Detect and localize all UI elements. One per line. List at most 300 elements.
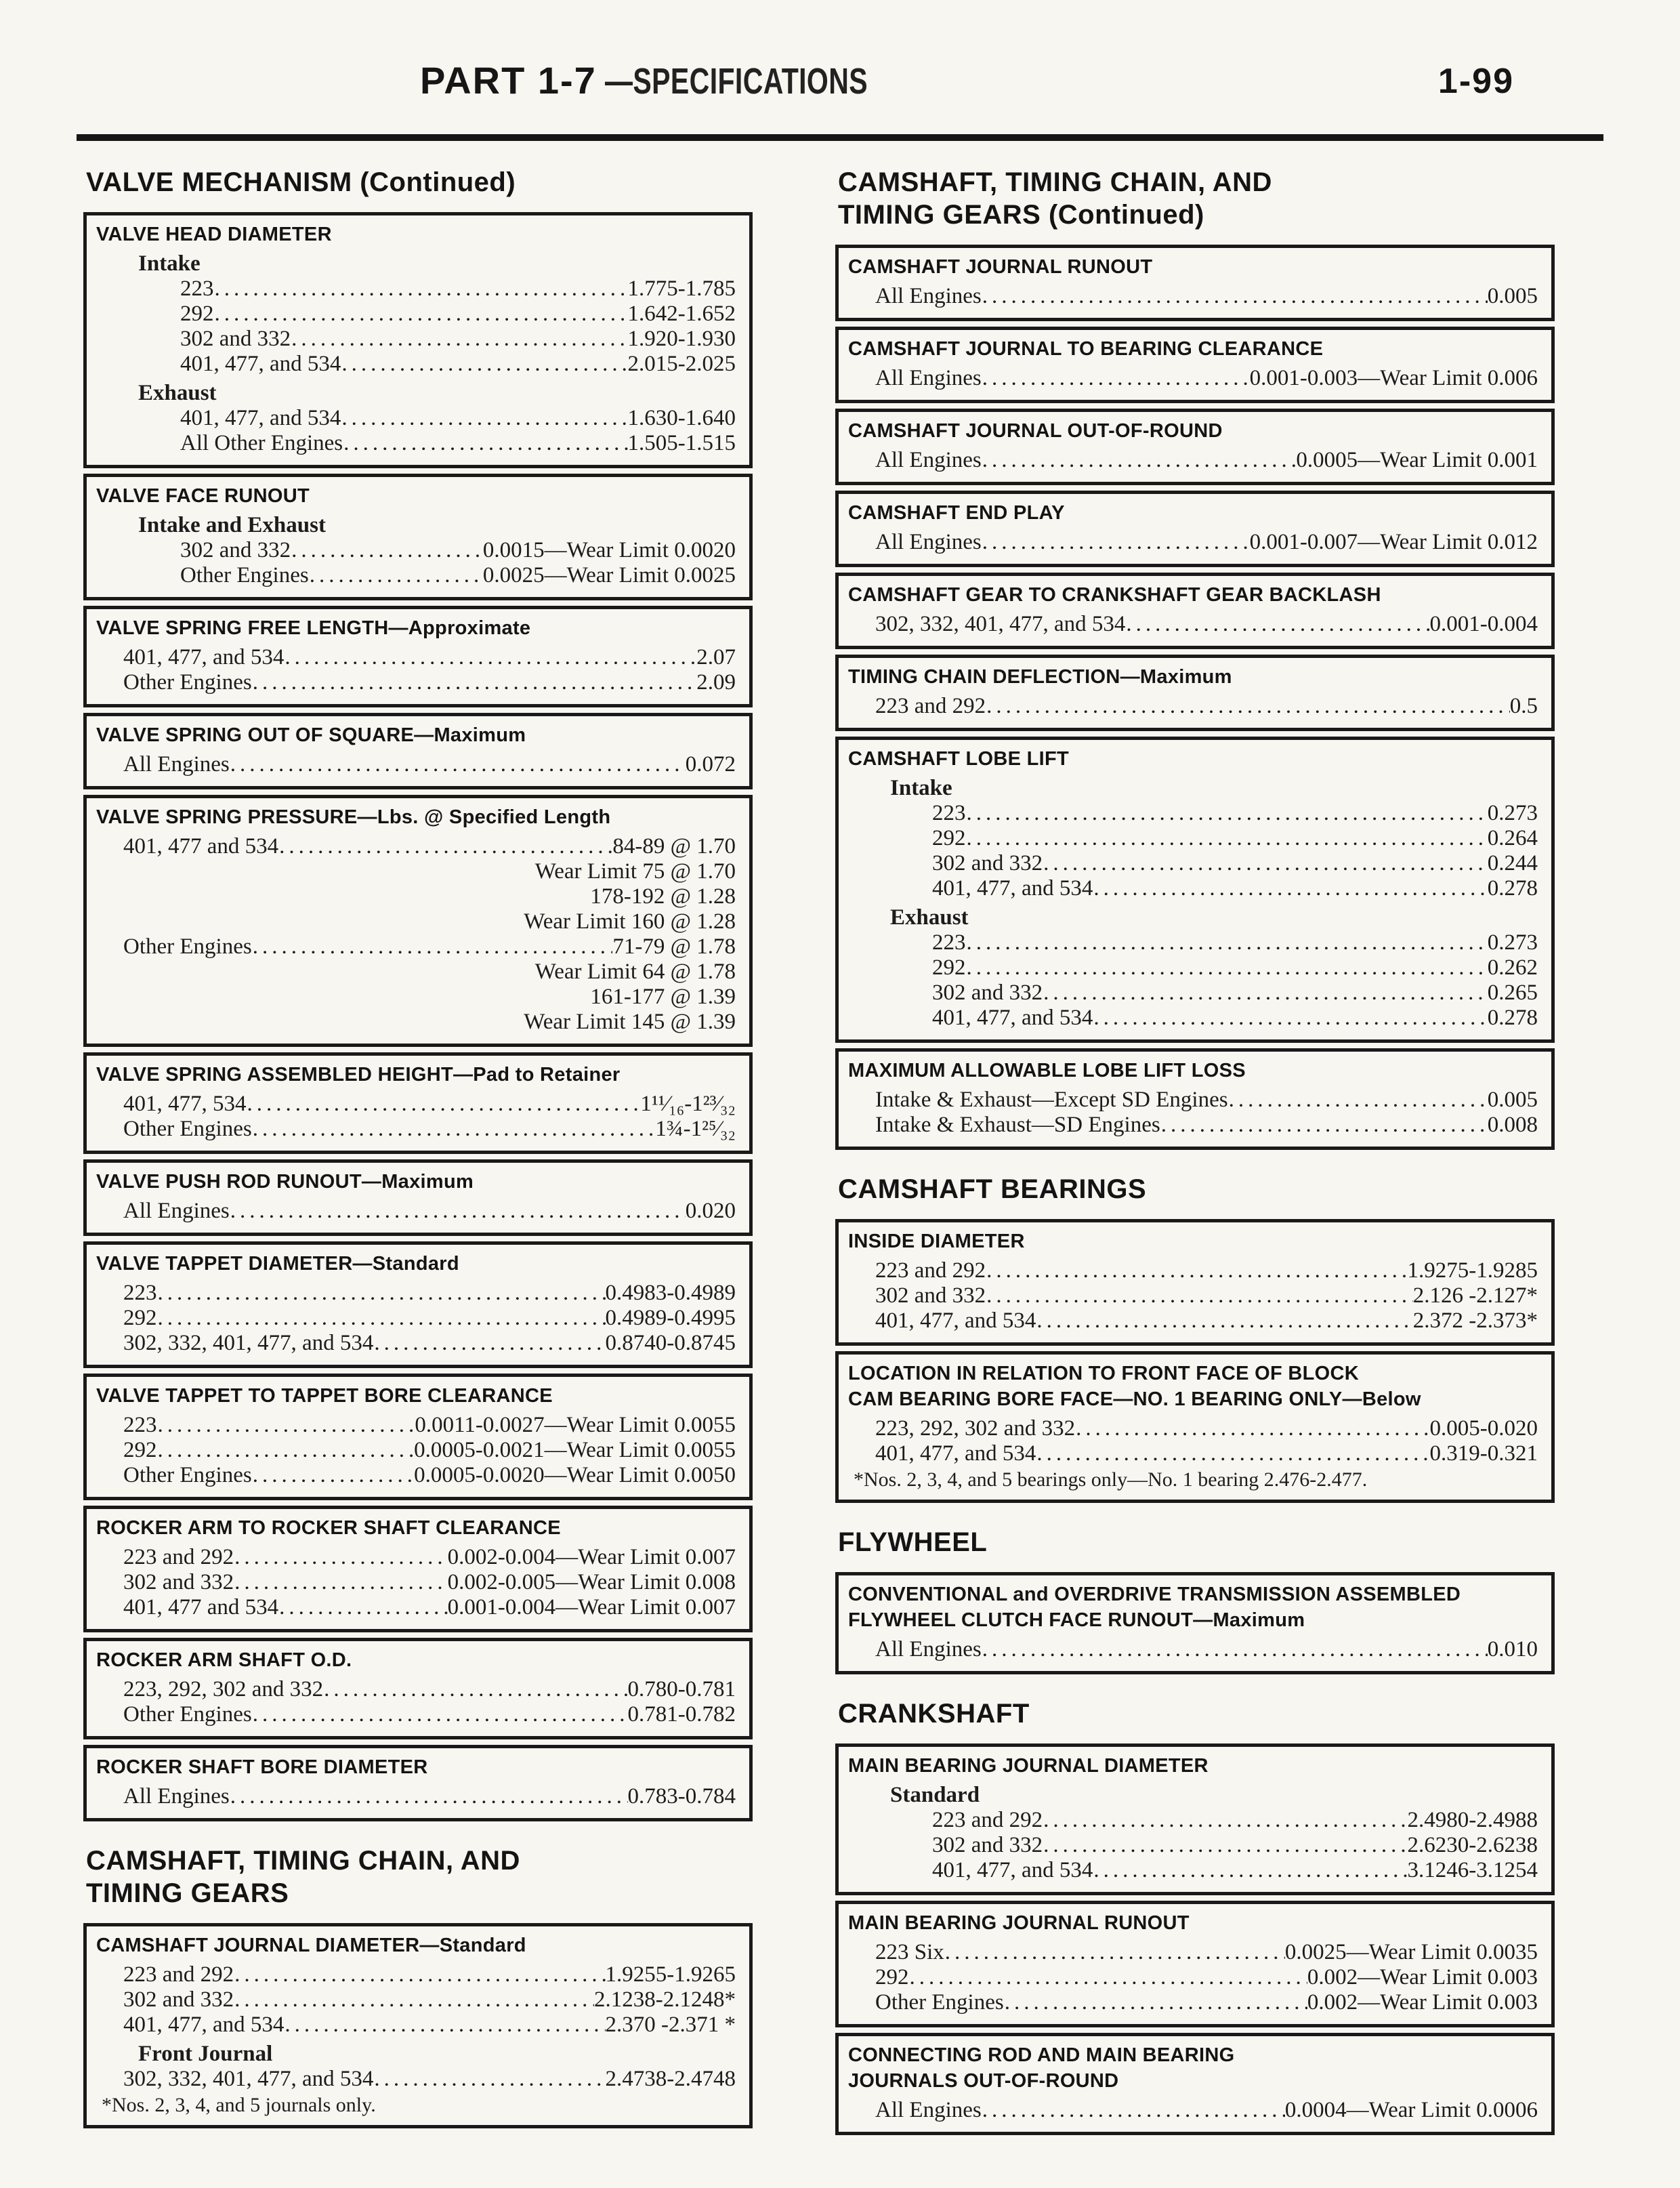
spec-box: [835, 1351, 1555, 1503]
dot-leader: [1043, 1808, 1407, 1833]
spec-row: [96, 1199, 736, 1224]
dot-leader: [982, 284, 1488, 309]
spec-subhead: Front Journal: [138, 2042, 273, 2066]
spec-row: [848, 2098, 1538, 2123]
spec-row: [848, 1308, 1538, 1334]
dot-leader: [1004, 1990, 1307, 2015]
box-title: CAMSHAFT LOBE LIFT: [848, 748, 1069, 770]
dot-leader: [966, 955, 1488, 981]
spec-row: [96, 276, 736, 302]
row-value: 0.278: [1487, 1006, 1538, 1030]
dot-leader: [982, 530, 1250, 555]
dot-leader: [157, 1438, 415, 1463]
section-heading-line: VALVE MECHANISM (Continued): [86, 167, 516, 197]
row-value: 0.0011-0.0027—Wear Limit 0.0055: [415, 1413, 736, 1437]
row-value: 0.002—Wear Limit 0.003: [1307, 1990, 1538, 2015]
row-label: 401, 477, and 534: [123, 645, 285, 669]
row-label: 401, 477, and 534: [875, 1441, 1036, 1466]
box-title-group: [848, 1229, 1538, 1254]
spec-box: [835, 327, 1555, 403]
box-title-group: [96, 1933, 736, 1958]
row-value: 1¾-1²⁵⁄₃₂: [655, 1117, 736, 1141]
dot-leader: [982, 2098, 1285, 2123]
dot-leader: [1093, 1858, 1407, 1883]
box-title-group: [96, 722, 736, 748]
dot-leader: [230, 1199, 686, 1224]
dot-leader: [157, 1306, 606, 1331]
spec-box: [83, 795, 753, 1047]
spec-row: [848, 955, 1538, 981]
row-value: 161-177 @ 1.39: [590, 985, 736, 1009]
spec-box: [835, 2033, 1555, 2135]
spec-row: [96, 670, 736, 695]
row-value: Wear Limit 75 @ 1.70: [534, 859, 736, 884]
row-label: 223 Six: [875, 1940, 944, 1964]
spec-box: [835, 491, 1555, 567]
box-title-group: [848, 418, 1538, 444]
spec-row: [848, 801, 1538, 826]
spec-row: [96, 1010, 736, 1035]
spec-box: [83, 1241, 753, 1368]
spec-subhead: Intake: [138, 251, 201, 276]
row-value: Wear Limit 145 @ 1.39: [524, 1010, 736, 1034]
dot-leader: [986, 1258, 1407, 1283]
spec-row: [96, 538, 736, 563]
box-title-group: [96, 1383, 736, 1409]
row-label: 401, 477 and 534: [123, 1595, 279, 1619]
spec-box: [83, 1745, 753, 1821]
section-heading: [86, 166, 753, 199]
row-value: 1.9255-1.9265: [605, 1962, 736, 1987]
column-left: [83, 159, 753, 2134]
spec-row: [96, 302, 736, 327]
row-label: 302 and 332: [180, 538, 291, 562]
dot-leader: [234, 1962, 605, 1987]
dot-leader: [982, 448, 1297, 473]
spec-row: [96, 327, 736, 352]
spec-box: [83, 474, 753, 600]
spec-box: [83, 1374, 753, 1500]
box-title: VALVE TAPPET DIAMETER—Standard: [96, 1253, 459, 1275]
dot-leader: [373, 1331, 605, 1356]
box-title: VALVE SPRING ASSEMBLED HEIGHT—Pad to Retainer: [96, 1064, 621, 1086]
row-value: 0.8740-0.8745: [605, 1331, 736, 1355]
spec-subhead: Intake and Exhaust: [138, 513, 326, 537]
box-title-group: [96, 222, 736, 247]
box-title: ROCKER ARM TO ROCKER SHAFT CLEARANCE: [96, 1517, 561, 1539]
page-number: 1-99: [1437, 62, 1514, 101]
spec-row: [848, 366, 1538, 391]
box-title-group: [848, 664, 1538, 690]
box-title: ROCKER SHAFT BORE DIAMETER: [96, 1756, 428, 1778]
row-value: 0.008: [1487, 1113, 1538, 1137]
row-value: 0.0004—Wear Limit 0.0006: [1284, 2098, 1538, 2122]
row-value: 2.015-2.025: [627, 352, 736, 376]
box-title-group: [96, 1251, 736, 1277]
row-label: All Engines: [123, 1784, 230, 1809]
dot-leader: [157, 1413, 415, 1438]
dot-leader: [230, 1784, 628, 1809]
dot-leader: [1228, 1088, 1488, 1113]
spec-row: [96, 909, 736, 934]
spec-row: [96, 834, 736, 859]
row-value: 0.273: [1487, 930, 1538, 955]
spec-row: [848, 1637, 1538, 1662]
page-title-part: PART 1-7: [420, 59, 597, 102]
row-value: 0.265: [1487, 981, 1538, 1005]
dot-leader: [1160, 1113, 1488, 1138]
spec-box: [835, 655, 1555, 731]
row-value: 0.273: [1487, 801, 1538, 825]
spec-box: [83, 713, 753, 789]
row-label: Other Engines: [123, 1463, 252, 1487]
spec-box: [83, 1159, 753, 1236]
section-heading-line: CAMSHAFT BEARINGS: [838, 1174, 1147, 1204]
dot-leader: [966, 801, 1488, 826]
row-label: 223, 292, 302 and 332: [875, 1416, 1076, 1441]
box-title-group: [96, 1754, 736, 1780]
dot-leader: [966, 826, 1488, 851]
spec-row: [848, 1965, 1538, 1990]
row-value: 178-192 @ 1.28: [590, 884, 736, 909]
row-label: 401, 477, and 534: [123, 2012, 285, 2037]
dot-leader: [252, 934, 613, 959]
row-value: 1.505-1.515: [627, 431, 736, 455]
row-label: 292: [180, 302, 214, 326]
spec-row: [96, 431, 736, 456]
section-heading-line: TIMING GEARS (Continued): [838, 200, 1204, 230]
row-value: 0.244: [1487, 851, 1538, 875]
row-value: 0.264: [1487, 826, 1538, 850]
row-label: All Engines: [875, 530, 982, 554]
dot-leader: [252, 670, 697, 695]
row-label: 302, 332, 401, 477, and 534: [875, 612, 1126, 636]
row-label: Other Engines: [123, 1702, 252, 1727]
spec-row: [848, 284, 1538, 309]
row-value: 0.0025—Wear Limit 0.0035: [1284, 1940, 1538, 1964]
spec-row: [96, 934, 736, 959]
row-label: Other Engines: [180, 563, 309, 587]
spec-row: [848, 530, 1538, 555]
spec-row: [96, 1438, 736, 1463]
spec-box: [83, 212, 753, 468]
dot-leader: [341, 406, 627, 431]
box-title: CONVENTIONAL and OVERDRIVE TRANSMISSION ASSEMBLED: [848, 1584, 1461, 1605]
row-label: All Engines: [875, 1637, 982, 1661]
section-heading-line: TIMING GEARS: [86, 1878, 289, 1908]
dot-leader: [252, 1117, 656, 1142]
spec-row: [96, 752, 736, 777]
page-title-section: —SPECIFICATIONS: [604, 61, 868, 102]
row-value: 0.005: [1487, 1088, 1538, 1112]
dot-leader: [214, 276, 628, 302]
dot-leader: [284, 645, 696, 670]
spec-row: [848, 826, 1538, 851]
box-title-group: [848, 254, 1538, 280]
row-value: 0.5: [1509, 694, 1538, 718]
box-title: FLYWHEEL CLUTCH FACE RUNOUT—Maximum: [848, 1609, 1305, 1631]
row-value: Wear Limit 160 @ 1.28: [524, 909, 736, 934]
spec-box: [835, 1743, 1555, 1895]
spec-box: [83, 1923, 753, 2128]
box-title-group: [96, 1647, 736, 1673]
dot-leader: [982, 1637, 1488, 1662]
row-value: 0.001-0.004—Wear Limit 0.007: [447, 1595, 736, 1619]
dot-leader: [341, 352, 627, 377]
page-header: [0, 58, 1680, 112]
box-title: TIMING CHAIN DEFLECTION—Maximum: [848, 666, 1232, 688]
row-label: 302 and 332: [932, 981, 1043, 1005]
row-label: 292: [875, 1965, 909, 1989]
row-label: 401, 477, and 534: [180, 352, 341, 376]
row-value: 0.262: [1487, 955, 1538, 980]
row-value: 0.0005—Wear Limit 0.001: [1296, 448, 1538, 472]
spec-row: [848, 1006, 1538, 1031]
box-title: MAXIMUM ALLOWABLE LOBE LIFT LOSS: [848, 1060, 1246, 1081]
box-title: MAIN BEARING JOURNAL DIAMETER: [848, 1755, 1209, 1777]
row-label: All Engines: [875, 284, 982, 308]
box-title: LOCATION IN RELATION TO FRONT FACE OF BLOCK: [848, 1363, 1359, 1384]
row-value: 1.775-1.785: [627, 276, 736, 301]
spec-row: [96, 1702, 736, 1727]
dot-leader: [252, 1463, 414, 1488]
row-label: 223: [932, 801, 966, 825]
spec-row: [848, 930, 1538, 955]
box-title-group: [848, 2042, 1538, 2094]
row-label: All Engines: [875, 448, 982, 472]
dot-leader: [157, 1281, 606, 1306]
box-title: ROCKER ARM SHAFT O.D.: [96, 1649, 352, 1671]
spec-row: [96, 2067, 736, 2092]
row-value: 0.0005-0.0021—Wear Limit 0.0055: [414, 1438, 736, 1462]
row-label: 401, 477, and 534: [932, 1006, 1093, 1030]
section-heading-line: CAMSHAFT, TIMING CHAIN, AND: [86, 1846, 520, 1876]
spec-row: [96, 563, 736, 588]
box-title-group: [96, 483, 736, 509]
spec-subhead: Exhaust: [890, 905, 969, 930]
row-value: 0.002-0.004—Wear Limit 0.007: [447, 1545, 736, 1569]
box-title: VALVE SPRING OUT OF SQUARE—Maximum: [96, 724, 526, 746]
row-label: 302 and 332: [123, 1987, 234, 2012]
dot-leader: [1043, 981, 1488, 1006]
row-value: 71-79 @ 1.78: [612, 934, 736, 959]
box-title: CAMSHAFT END PLAY: [848, 502, 1065, 524]
box-title-group: [96, 804, 736, 830]
spec-row: [848, 1833, 1538, 1858]
section-heading: [838, 1526, 1555, 1559]
spec-row: [96, 2012, 736, 2038]
spec-row: [96, 1092, 736, 1117]
spec-row: [96, 1306, 736, 1331]
row-label: 401, 477, 534: [123, 1092, 247, 1116]
row-label: 292: [123, 1438, 157, 1462]
row-value: 0.783-0.784: [627, 1784, 736, 1809]
row-label: 223 and 292: [932, 1808, 1043, 1832]
row-value: 2.07: [696, 645, 736, 669]
box-title: CAMSHAFT JOURNAL OUT-OF-ROUND: [848, 420, 1223, 442]
box-title: MAIN BEARING JOURNAL RUNOUT: [848, 1912, 1190, 1934]
spec-row: [96, 1545, 736, 1570]
row-value: 0.4983-0.4989: [605, 1281, 736, 1305]
row-label: All Engines: [875, 2098, 982, 2122]
row-value: Wear Limit 64 @ 1.78: [534, 959, 736, 984]
row-label: 401, 477, and 534: [180, 406, 341, 430]
spec-box: [835, 245, 1555, 321]
spec-row: [96, 352, 736, 377]
dot-leader: [247, 1092, 641, 1117]
spec-row: [96, 1677, 736, 1702]
box-title: VALVE SPRING FREE LENGTH—Approximate: [96, 617, 531, 639]
dot-leader: [966, 930, 1488, 955]
dot-leader: [1075, 1416, 1429, 1441]
box-title-group: [848, 1910, 1538, 1936]
row-value: 0.072: [685, 752, 736, 777]
spec-row: [96, 1281, 736, 1306]
dot-leader: [252, 1702, 628, 1727]
row-label: Other Engines: [123, 1117, 252, 1141]
row-label: 302 and 332: [932, 851, 1043, 875]
row-value: 0.0015—Wear Limit 0.0020: [482, 538, 736, 562]
spec-row: [848, 1113, 1538, 1138]
row-value: 0.002-0.005—Wear Limit 0.008: [447, 1570, 736, 1594]
spec-row: [848, 876, 1538, 901]
row-label: Intake & Exhaust—SD Engines: [875, 1113, 1160, 1137]
spec-row: [848, 1283, 1538, 1308]
section-heading-line: CAMSHAFT, TIMING CHAIN, AND: [838, 167, 1272, 197]
box-title-group: [848, 1753, 1538, 1779]
row-label: 223 and 292: [875, 694, 986, 718]
dot-leader: [1043, 851, 1488, 876]
section-heading: [838, 1173, 1555, 1205]
row-label: Other Engines: [875, 1990, 1004, 2015]
row-value: 0.001-0.004: [1429, 612, 1538, 636]
spec-row: [96, 959, 736, 985]
column-right: [835, 159, 1555, 2141]
spec-box: [83, 606, 753, 707]
row-label: 223 and 292: [123, 1545, 234, 1569]
spec-row: [96, 859, 736, 884]
row-value: 0.010: [1487, 1637, 1538, 1661]
box-title-group: [96, 615, 736, 641]
spec-row: [96, 985, 736, 1010]
row-label: 302 and 332: [180, 327, 291, 351]
dot-leader: [291, 538, 483, 563]
spec-row: [848, 1808, 1538, 1833]
box-title: CAM BEARING BORE FACE—NO. 1 BEARING ONLY—Below: [848, 1388, 1421, 1410]
row-value: 1.630-1.640: [627, 406, 736, 430]
box-title: CAMSHAFT JOURNAL TO BEARING CLEARANCE: [848, 338, 1324, 360]
row-value: 0.0025—Wear Limit 0.0025: [482, 563, 736, 587]
spec-row: [96, 1413, 736, 1438]
dot-leader: [214, 302, 628, 327]
spec-row: [96, 645, 736, 670]
spec-subhead: Exhaust: [138, 381, 217, 405]
dot-leader: [284, 2012, 605, 2038]
row-label: All Engines: [123, 752, 230, 777]
row-label: 401, 477, and 534: [932, 876, 1093, 901]
row-value: 1.920-1.930: [627, 327, 736, 351]
box-title-group: [848, 500, 1538, 526]
row-value: 0.001-0.007—Wear Limit 0.012: [1249, 530, 1538, 554]
spec-box: [835, 737, 1555, 1043]
row-label: All Engines: [875, 366, 982, 390]
spec-row: [96, 1595, 736, 1620]
row-value: 2.6230-2.6238: [1407, 1833, 1538, 1857]
box-title-group: [96, 1515, 736, 1541]
row-label: Other Engines: [123, 670, 252, 695]
spec-row: [848, 1940, 1538, 1965]
section-heading-line: CRANKSHAFT: [838, 1699, 1030, 1729]
spec-subhead: Intake: [890, 776, 952, 800]
spec-row: [848, 694, 1538, 719]
row-value: 2.370 -2.371 *: [605, 2012, 736, 2037]
dot-leader: [944, 1940, 1285, 1965]
dot-leader: [278, 834, 612, 859]
row-label: 401, 477 and 534: [123, 834, 279, 859]
row-value: 3.1246-3.1254: [1407, 1858, 1538, 1882]
dot-leader: [1125, 612, 1429, 637]
dot-leader: [323, 1677, 627, 1702]
row-label: 401, 477, and 534: [932, 1858, 1093, 1882]
box-title-group: [96, 1169, 736, 1195]
row-value: 0.001-0.003—Wear Limit 0.006: [1249, 366, 1538, 390]
spec-box: [83, 1638, 753, 1739]
spec-row: [96, 1962, 736, 1987]
section-heading: [86, 1844, 753, 1910]
spec-row: [848, 1441, 1538, 1466]
row-value: 0.005: [1487, 284, 1538, 308]
box-title: VALVE HEAD DIAMETER: [96, 224, 332, 245]
spec-row: [96, 1570, 736, 1595]
spec-box: [835, 1219, 1555, 1346]
row-label: 223: [932, 930, 966, 955]
row-value: 2.1238-2.1248*: [594, 1987, 736, 2012]
row-label: 223: [123, 1413, 157, 1437]
row-value: 1.642-1.652: [627, 302, 736, 326]
row-label: 302, 332, 401, 477, and 534: [123, 1331, 374, 1355]
row-value: 2.4738-2.4748: [605, 2067, 736, 2091]
row-label: 401, 477, and 534: [875, 1308, 1036, 1333]
row-value: 0.005-0.020: [1429, 1416, 1538, 1441]
spec-box: [83, 1506, 753, 1632]
row-value: 1.9275-1.9285: [1407, 1258, 1538, 1283]
row-label: All Engines: [123, 1199, 230, 1223]
dot-leader: [1036, 1308, 1412, 1334]
row-value: 0.4989-0.4995: [605, 1306, 736, 1330]
row-label: 223: [180, 276, 214, 301]
dot-leader: [1036, 1441, 1429, 1466]
spec-box: [835, 1901, 1555, 2027]
row-label: 302, 332, 401, 477, and 534: [123, 2067, 374, 2091]
row-label: Other Engines: [123, 934, 252, 959]
box-title: VALVE TAPPET TO TAPPET BORE CLEARANCE: [96, 1385, 553, 1407]
box-title: CAMSHAFT GEAR TO CRANKSHAFT GEAR BACKLASH: [848, 584, 1381, 606]
spec-row: [96, 884, 736, 909]
page-title: [420, 58, 950, 102]
spec-box: [835, 1048, 1555, 1150]
spec-row: [96, 406, 736, 431]
row-label: 292: [932, 955, 966, 980]
row-value: 0.319-0.321: [1429, 1441, 1538, 1466]
row-label: 223: [123, 1281, 157, 1305]
spec-row: [848, 1416, 1538, 1441]
spec-footnote: *Nos. 2, 3, 4, and 5 bearings only—No. 1 bearing 2.476-2.477.: [854, 1468, 1368, 1491]
row-label: Intake & Exhaust—Except SD Engines: [875, 1088, 1228, 1112]
spec-row: [848, 851, 1538, 876]
spec-row: [96, 1784, 736, 1809]
dot-leader: [986, 694, 1510, 719]
dot-leader: [343, 431, 627, 456]
